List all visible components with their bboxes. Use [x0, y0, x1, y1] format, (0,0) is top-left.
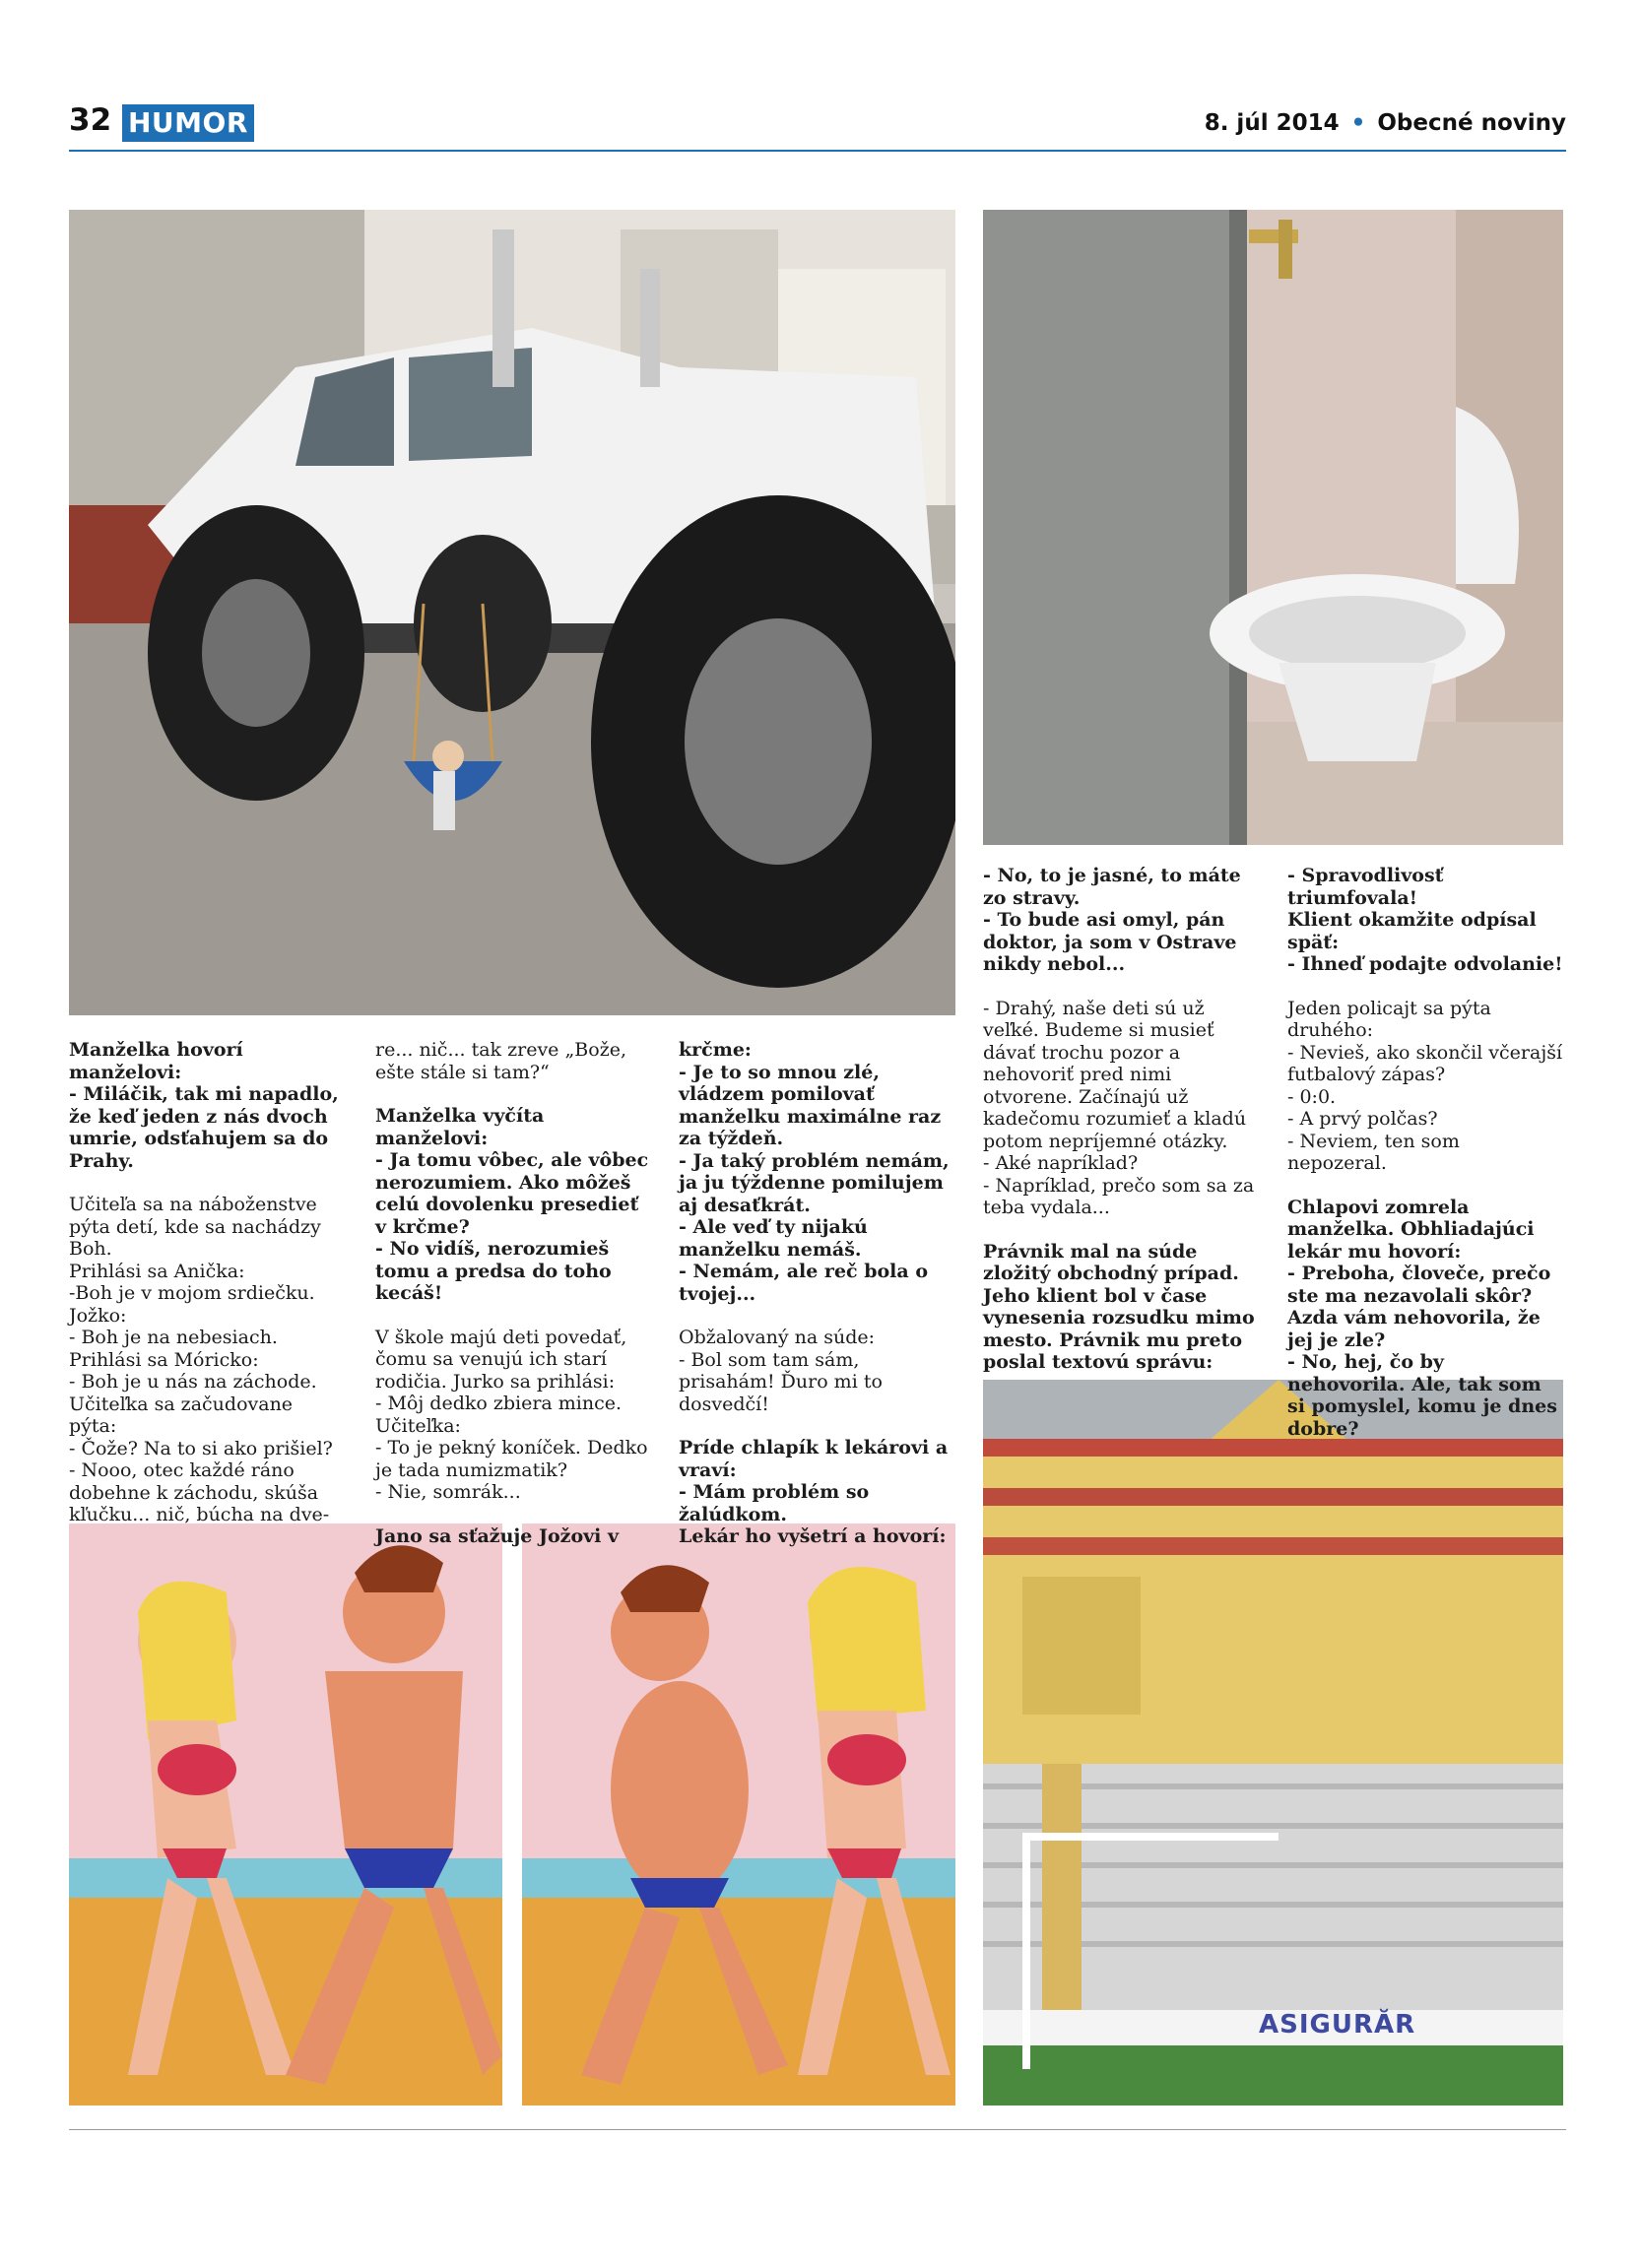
joke-line: - Aké napríklad?	[983, 1152, 1139, 1174]
joke-line: - Nie, somrák...	[375, 1481, 521, 1503]
footer-rule	[69, 2129, 1566, 2130]
joke-line: - A prvý polčas?	[1287, 1108, 1438, 1130]
joke-line: - Drahý, naše deti sú už veľké. Budeme si musieť dávať trochu pozor a nehovoriť pred nimi otvorene. Začínajú už kadečomu rozumieť a kladú potom nepríjemné otázky.	[983, 997, 1247, 1152]
joke-line: Klient okamžite odpísal späť:	[1287, 909, 1537, 953]
joke-line: - Ihneď podajte odvolanie!	[1287, 953, 1563, 975]
joke-line: Obžalovaný na súde:	[679, 1327, 876, 1348]
joke-line: - Napríklad, prečo som sa za teba vydala...	[983, 1174, 1255, 1218]
joke-line: Učiteľa sa na náboženstve pýta detí, kde sa nachádzy Boh.	[69, 1194, 321, 1260]
paragraph-gap	[679, 1415, 954, 1437]
joke-line: - To bude asi omyl, pán doktor, ja som v Ostrave nikdy nebol...	[983, 909, 1237, 975]
beach-cartoon	[69, 1523, 955, 2106]
page-number: 32	[69, 102, 112, 138]
joke-line: Jeden policajt sa pýta druhého:	[1287, 997, 1491, 1041]
joke-line: Chlapovi zomrela manželka. Obhliadajúci lekár mu hovorí:	[1287, 1196, 1535, 1263]
joke-line: - To je pekný koníček. Dedko je tada numizmatik?	[375, 1437, 648, 1481]
joke-line: - No, to je jasné, to máte zo stravy.	[983, 865, 1241, 909]
joke-line: -Boh je v mojom srdiečku.	[69, 1282, 315, 1304]
paragraph-gap	[1287, 1175, 1563, 1197]
paragraph-gap	[983, 1219, 1259, 1241]
paragraph-gap	[679, 1305, 954, 1327]
masthead-separator: •	[1350, 110, 1366, 136]
joke-line: re... nič... tak zreve „Bože, ešte stále si tam?“	[375, 1039, 627, 1083]
joke-line: - Nevieš, ako skončil včerajší futbalový zápas?	[1287, 1041, 1563, 1085]
joke-line: Príde chlapík k lekárovi a vraví:	[679, 1437, 949, 1481]
joke-line: - Spravodlivosť triumfovala!	[1287, 865, 1444, 909]
joke-line: krčme:	[679, 1039, 752, 1061]
joke-line: - Neviem, ten som nepozeral.	[1287, 1130, 1460, 1174]
joke-line: Prihlási sa Anička:	[69, 1260, 245, 1282]
joke-line: Jožko:	[69, 1304, 127, 1327]
joke-column-2	[375, 1039, 652, 1547]
joke-line: - Nemám, ale reč bola o tvojej...	[679, 1261, 928, 1305]
publication-name: Obecné noviny	[1377, 110, 1566, 136]
joke-line: - Ja tomu vôbec, ale vôbec nerozumiem. Ako môžeš celú dovolenku presedieť v krčme?	[375, 1149, 649, 1238]
joke-line: - Môj dedko zbiera mince.	[375, 1393, 623, 1414]
paragraph-gap	[983, 976, 1259, 998]
joke-line: Lekár ho vyšetrí a hovorí:	[679, 1525, 947, 1547]
joke-line: - Čože? Na to si ako prišiel?	[69, 1437, 333, 1459]
joke-line: Prihlási sa Móricko:	[69, 1348, 259, 1371]
stadium-sign: ASIGURĂR	[1259, 2010, 1416, 2040]
joke-line: - No vidíš, nerozumieš tomu a predsa do toho kecáš!	[375, 1238, 612, 1304]
header-rule	[69, 150, 1566, 152]
section-tag: HUMOR	[122, 104, 254, 142]
paragraph-gap	[69, 1172, 345, 1194]
joke-line: - Je to so mnou zlé, vládzem pomilovať manželku maximálne raz za týždeň.	[679, 1061, 942, 1149]
joke-line: - Ja taký problém nemám, ja ju týždenne pomilujem aj desaťkrát.	[679, 1149, 950, 1216]
joke-line: - Bol som tam sám, prisahám! Ďuro mi to dosvedčí!	[679, 1348, 883, 1415]
joke-line: Učiteľka sa začudovane pýta:	[69, 1393, 294, 1437]
truck-photo	[69, 210, 955, 1015]
joke-line: Manželka vyčíta manželovi:	[375, 1105, 545, 1149]
paragraph-gap	[375, 1083, 652, 1105]
joke-column-5	[1287, 865, 1563, 1440]
joke-line: - Nooo, otec každé ráno dobehne k záchodu, skúša kľučku... nič, búcha na dve-	[69, 1459, 330, 1525]
joke-line: - No, hej, čo by nehovorila. Ale, tak som si pomyslel, komu je dnes dobre?	[1287, 1351, 1557, 1440]
toilet-photo	[983, 210, 1563, 845]
joke-column-3	[679, 1039, 954, 1548]
joke-line: - Boh je na nebesiach.	[69, 1327, 278, 1348]
joke-line: V škole majú deti povedať, čomu sa venujú ich starí rodičia. Jurko sa prihlási:	[375, 1326, 627, 1393]
joke-line: - Boh je u nás na záchode.	[69, 1371, 317, 1393]
joke-line: - Mám problém so žalúdkom.	[679, 1481, 870, 1525]
joke-line: - Preboha, človeče, prečo ste ma nezavolali skôr? Azda vám nehovorila, že jej je zle?	[1287, 1263, 1551, 1351]
joke-line: - 0:0.	[1287, 1085, 1337, 1108]
joke-line: Právnik mal na súde zložitý obchodný prípad. Jeho klient bol v čase vynesenia rozsudku mimo mesto. Právnik mu preto poslal textovú správu:	[983, 1240, 1255, 1373]
joke-line: - Ale veď ty nijakú manželku nemáš.	[679, 1216, 868, 1261]
joke-line: Učiteľka:	[375, 1414, 461, 1437]
joke-line: Jano sa sťažuje Jožovi v	[375, 1524, 620, 1547]
masthead	[1205, 108, 1566, 138]
paragraph-gap	[375, 1504, 652, 1525]
joke-column-4	[983, 865, 1259, 1374]
stadium-photo	[983, 1380, 1563, 2106]
paragraph-gap	[1287, 976, 1563, 998]
joke-column-1	[69, 1039, 345, 1526]
issue-date: 8. júl 2014	[1204, 110, 1340, 136]
joke-line: Manželka hovorí manželovi:	[69, 1039, 243, 1083]
paragraph-gap	[375, 1305, 652, 1327]
joke-line: - Miláčik, tak mi napadlo, že keď jeden z nás dvoch umrie, odsťahujem sa do Prahy.	[69, 1083, 339, 1172]
